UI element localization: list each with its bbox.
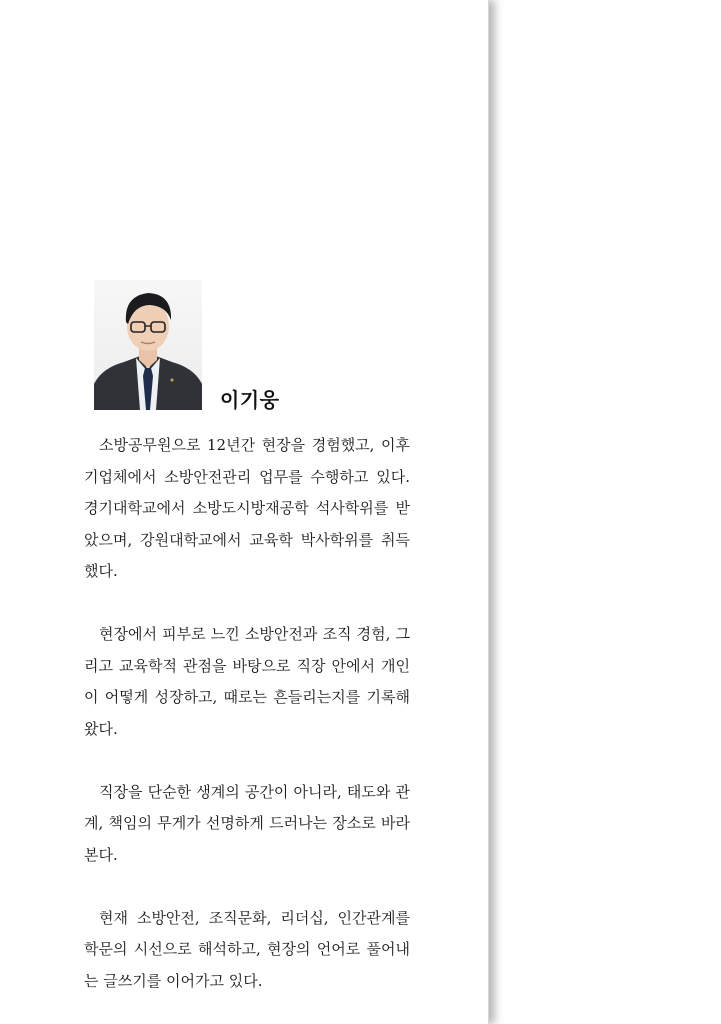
bio-paragraph-2: 현장에서 피부로 느낀 소방안전과 조직 경험, 그리고 교육학적 관점을 바탕으로 직장 안에서 개인이 어떻게 성장하고, 때로는 흔들리는지를 기록해 왔다. — [84, 625, 410, 738]
author-bio — [84, 430, 410, 997]
author-name: 이기웅 — [220, 388, 280, 412]
bio-paragraph-4: 현재 소방안전, 조직문화, 리더십, 인간관계를 학문의 시선으로 해석하고, 현장의 언어로 풀어내는 글쓰기를 이어가고 있다. — [84, 908, 410, 990]
bio-paragraph-3: 직장을 단순한 생계의 공간이 아니라, 태도와 관계, 책임의 무게가 선명하게 드러나는 장소로 바라본다. — [84, 782, 410, 864]
bio-paragraph-1: 소방공무원으로 12년간 현장을 경험했고, 이후 기업체에서 소방안전관리 업무를 수행하고 있다. 경기대학교에서 소방도시방재공학 석사학위를 받았으며, 강원대학교에서 교육학 박사학위를 취득했다. — [84, 436, 410, 580]
author-photo — [94, 280, 202, 410]
